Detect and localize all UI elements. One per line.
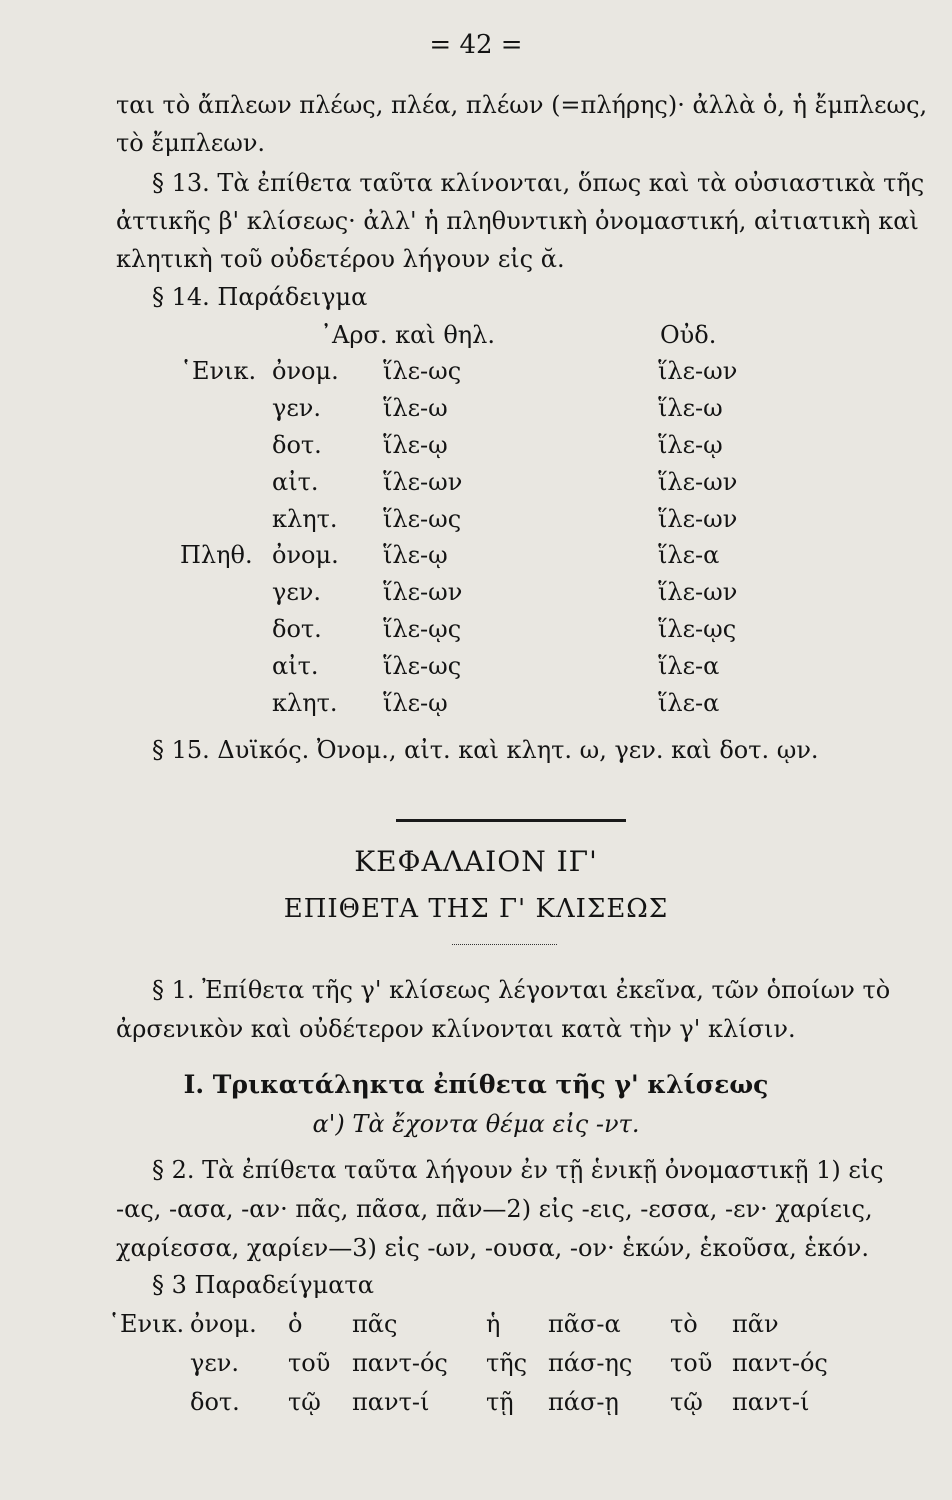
article-neut: τὸ [670, 1310, 698, 1338]
form-masc: πᾶς [352, 1310, 398, 1338]
article-fem: ἡ [486, 1310, 501, 1338]
case-label: γεν. [190, 1349, 239, 1377]
form-masc-fem: ἵλε-ῳ [383, 689, 448, 717]
article-neut: τῷ [670, 1388, 703, 1416]
section-2-line-2: -ας, -ασα, -αν· πᾶς, πᾶσα, πᾶν—2) εἰς -εις, -εσσα, -εν· χαρίεις, [116, 1195, 873, 1223]
section-13-line-1: § 13. Τὰ ἐπίθετα ταῦτα κλίνονται, ὅπως καὶ τὰ οὐσιαστικὰ τῆς [152, 169, 925, 197]
dotted-divider [452, 944, 557, 945]
section-13-line-2: ἀττικῆς β' κλίσεως· ἀλλ' ἡ πληθυντικὴ ὀνομαστική, αἰτιατικὴ καὶ [116, 207, 919, 235]
form-neuter: ἵλε-ω [658, 394, 723, 422]
chapter-rule [396, 819, 626, 822]
form-neuter: ἵλε-α [658, 541, 720, 569]
singular-label: ῾Ενικ. [180, 357, 257, 385]
form-masc-fem: ἵλε-ῳ [383, 541, 448, 569]
head-neuter: Οὐδ. [660, 321, 717, 349]
article-fem: τῆς [486, 1349, 528, 1377]
page-number: = 42 = [429, 30, 523, 60]
case-label: γεν. [272, 394, 321, 422]
section-15: § 15. Δυϊκός. Ὀνομ., αἰτ. καὶ κλητ. ω, γεν. καὶ δοτ. ῳν. [152, 736, 819, 764]
case-label: αἰτ. [272, 652, 319, 680]
form-masc-fem: ἵλε-ῳ [383, 431, 448, 459]
case-label: ὀνομ. [272, 541, 339, 569]
case-label: κλητ. [272, 505, 338, 533]
section-1-line-1: § 1. Ἐπίθετα τῆς γ' κλίσεως λέγονται ἐκεῖνα, τῶν ὁποίων τὸ [152, 976, 891, 1004]
section-3-title: § 3 Παραδείγματα [152, 1271, 374, 1299]
section-1-line-2: ἀρσενικὸν καὶ οὐδέτερον κλίνονται κατὰ τὴν γ' κλίσιν. [116, 1015, 796, 1043]
section-I-heading: I. Τρικατάληκτα ἐπίθετα τῆς γ' κλίσεως [183, 1070, 769, 1099]
plural-label: Πληθ. [180, 541, 253, 569]
case-label: δοτ. [272, 431, 322, 459]
form-masc-fem: ἵλε-ως [383, 357, 462, 385]
form-masc: παντ-ός [352, 1349, 448, 1377]
form-neuter: ἵλε-α [658, 652, 720, 680]
form-masc-fem: ἵλε-ω [383, 394, 448, 422]
form-neuter: ἵλε-ῳ [658, 431, 723, 459]
article-masc: ὁ [288, 1310, 303, 1338]
case-label: ὀνομ. [272, 357, 339, 385]
section-2-line-1: § 2. Τὰ ἐπίθετα ταῦτα λήγουν ἐν τῇ ἑνικῇ ὀνομαστικῇ 1) εἰς [152, 1156, 884, 1184]
article-masc: τοῦ [288, 1349, 331, 1377]
form-masc: παντ-ί [352, 1388, 430, 1416]
chapter-subtitle: ΕΠΙΘΕΤΑ ΤΗΣ Γ' ΚΛΙΣΕΩΣ [283, 894, 669, 924]
intro-line-2: τὸ ἔμπλεων. [116, 129, 266, 157]
form-fem: πᾶσ-α [548, 1310, 621, 1338]
form-neut: παντ-ί [732, 1388, 810, 1416]
section-a-heading: α') Τὰ ἔχοντα θέμα εἰς -ντ. [312, 1110, 640, 1138]
case-label: αἰτ. [272, 468, 319, 496]
singular-label: ῾Ενικ. [108, 1310, 185, 1338]
form-fem: πάσ-ῃ [548, 1388, 619, 1416]
article-masc: τῷ [288, 1388, 321, 1416]
form-fem: πάσ-ης [548, 1349, 633, 1377]
case-label: δοτ. [190, 1388, 240, 1416]
article-neut: τοῦ [670, 1349, 713, 1377]
case-label: γεν. [272, 578, 321, 606]
form-neuter: ἵλε-ῳς [658, 615, 737, 643]
section-2-line-3: χαρίεσσα, χαρίεν—3) εἰς -ων, -ουσα, -ον· ἑκών, ἑκοῦσα, ἑκόν. [116, 1234, 869, 1262]
form-neut: πᾶν [732, 1310, 779, 1338]
form-neuter: ἵλε-α [658, 689, 720, 717]
case-label: δοτ. [272, 615, 322, 643]
case-label: κλητ. [272, 689, 338, 717]
form-neut: παντ-ός [732, 1349, 828, 1377]
case-label: ὀνομ. [190, 1310, 257, 1338]
form-masc-fem: ἵλε-ῳς [383, 615, 462, 643]
form-masc-fem: ἵλε-ως [383, 652, 462, 680]
form-masc-fem: ἵλε-ων [383, 578, 463, 606]
head-masc-fem: ᾿Αρσ. καὶ θηλ. [320, 321, 495, 349]
form-masc-fem: ἵλε-ων [383, 468, 463, 496]
intro-line-1: ται τὸ ἄπλεων πλέως, πλέα, πλέων (=πλήρης)· ἀλλὰ ὁ, ἡ ἔμπλεως, [116, 91, 928, 119]
chapter-title: ΚΕΦΑΛΑΙΟΝ ΙΓ' [354, 845, 598, 878]
section-14-title: § 14. Παράδειγμα [152, 283, 368, 311]
form-neuter: ἵλε-ων [658, 468, 738, 496]
form-neuter: ἵλε-ων [658, 578, 738, 606]
form-masc-fem: ἵλε-ως [383, 505, 462, 533]
article-fem: τῇ [486, 1388, 514, 1416]
section-13-line-3: κλητικὴ τοῦ οὐδετέρου λήγουν εἰς ᾰ. [116, 245, 565, 273]
form-neuter: ἵλε-ων [658, 505, 738, 533]
form-neuter: ἵλε-ων [658, 357, 738, 385]
